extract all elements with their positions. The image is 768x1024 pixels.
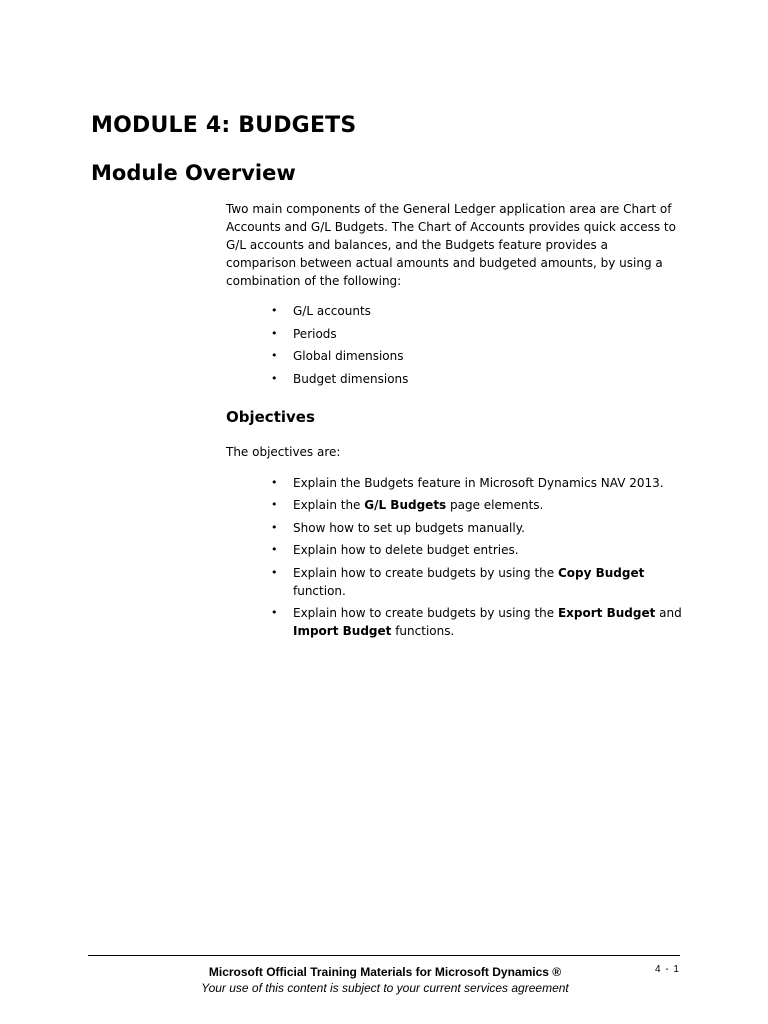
list-item-text: Explain how to create budgets by using the: [293, 565, 558, 580]
list-item: [226, 370, 686, 388]
objectives-heading: Objectives: [226, 407, 315, 426]
list-item-text: Periods: [293, 326, 337, 341]
list-item-text: Global dimensions: [293, 349, 404, 363]
list-item: [226, 564, 686, 600]
ui-term: Export Budget: [557, 606, 656, 620]
list-item: [226, 302, 686, 320]
page-number: 4 - 1: [654, 964, 680, 975]
ui-term: Import Budget: [293, 624, 392, 638]
bullet-icon: •: [271, 371, 278, 385]
footer-divider: [88, 955, 680, 956]
module-title: MODULE 4: BUDGETS: [91, 113, 357, 138]
bullet-icon: •: [271, 543, 278, 556]
intro-paragraph: Two main components of the General Ledger application area are Chart of Accounts and G/L Budgets. The Chart of Accounts provides quick access to G/L accounts and balances, and the Budgets feature provides a comparison between actual amounts and budgeted amounts, by using a combination of the following:: [226, 202, 676, 288]
list-item-text: function.: [293, 583, 346, 598]
list-item-text: G/L accounts: [293, 304, 371, 318]
list-item: [226, 347, 686, 365]
objectives-intro: The objectives are:: [226, 444, 341, 459]
footer-disclaimer: Your use of this content is subject to your current services agreement: [201, 981, 569, 995]
bullet-icon: •: [271, 606, 278, 619]
bullet-icon: •: [271, 326, 278, 340]
list-item-text: page elements.: [446, 498, 544, 512]
bullet-icon: •: [271, 520, 278, 534]
list-item: [226, 541, 686, 559]
bullet-icon: •: [271, 565, 278, 579]
list-item-text: Explain how to create budgets by using the: [293, 606, 558, 620]
bullet-icon: •: [271, 349, 278, 362]
objectives-list: [226, 474, 686, 641]
list-item: [226, 474, 686, 492]
list-item-text: and: [655, 606, 682, 620]
ui-term: Copy Budget: [557, 565, 645, 580]
list-item-text: Explain the Budgets feature in Microsoft Dynamics NAV 2013.: [293, 475, 664, 490]
list-item: [226, 325, 686, 343]
footer-title: Microsoft Official Training Materials for Microsoft Dynamics ®: [208, 965, 562, 979]
list-item: [226, 604, 686, 640]
list-item: [226, 496, 686, 514]
section-title: Module Overview: [91, 161, 296, 185]
content-body: [226, 200, 686, 645]
bullet-icon: •: [271, 304, 278, 317]
bullet-icon: •: [271, 475, 278, 489]
intro-list: [226, 302, 686, 388]
list-item-text: Explain how to delete budget entries.: [293, 543, 519, 557]
list-item-text: Explain the: [293, 498, 365, 512]
list-item-text: Budget dimensions: [293, 371, 409, 386]
list-item-text: functions.: [391, 624, 455, 638]
list-item-text: Show how to set up budgets manually.: [293, 520, 525, 535]
list-item: [226, 519, 686, 537]
bullet-icon: •: [271, 498, 278, 511]
ui-term: G/L Budgets: [364, 498, 447, 512]
